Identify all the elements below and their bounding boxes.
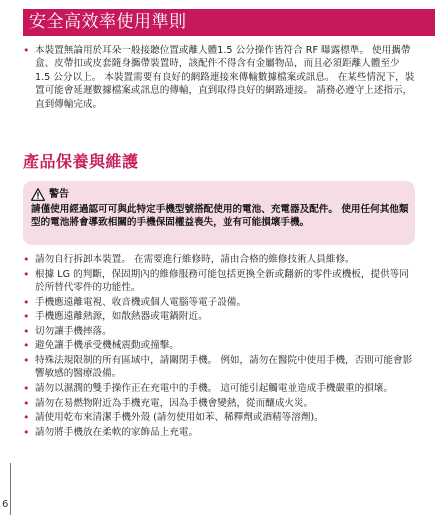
list-item: [23, 44, 415, 111]
warning-text: 請僅使用經過認可可與此特定手機型號搭配使用的電池、充電器及配件。 使用任何其他類型的電池將會導致相關的手機保固權益喪失，並有可能損壞手機。: [31, 204, 409, 228]
bullet-icon: •: [23, 324, 30, 338]
bullet-icon: •: [23, 267, 30, 281]
care-list: [23, 253, 415, 440]
list-item-text: 請使用乾布來清潔手機外殼 (請勿使用如苯、稀釋劑或酒精等溶劑)。: [35, 412, 324, 424]
list-item-text: 請勿在易燃物附近為手機充電，因為手機會變熱，從而釀成火災。: [35, 397, 314, 409]
bullet-icon: •: [23, 295, 30, 309]
bullet-icon: •: [23, 44, 30, 57]
bullet-icon: •: [23, 381, 30, 395]
list-item: [23, 310, 415, 323]
page-title: 安全高效率使用準則: [29, 12, 187, 32]
list-item-text: 切勿讓手機摔落。: [35, 325, 112, 337]
warning-triangle-icon: [31, 188, 45, 201]
list-item: [23, 339, 415, 352]
list-item-text: 本裝置無論用於耳朵一般接聽位置或離人體1.5 公分操作皆符合 RF 曝露標準。 使用攜帶盒、皮帶扣或皮套隨身攜帶裝置時，該配件不得含有金屬物品，而且必須距離人體至少 1.5 公分以上。 本裝置需要有良好的網路連接來傳輸數據檔案或訊息。 在某些情況下，裝置可能會延遲數據檔案或訊息的傳輸，直到取得良好的網路連接。 請務必遵守上述指示，直到傳輸完成。: [35, 45, 415, 110]
list-item: [23, 253, 415, 266]
bullet-icon: •: [23, 353, 30, 367]
bullet-icon: •: [23, 339, 30, 353]
list-item: [23, 296, 415, 309]
list-item: [23, 382, 415, 395]
list-item: [23, 397, 415, 410]
list-item-text: 根據 LG 的判斷，保固期內的維修服務可能包括更換全新或翻新的零件或機板，提供等同於所替代零件的功能性。: [35, 268, 409, 293]
list-item: [23, 426, 415, 439]
margin-rule: [10, 463, 11, 515]
warning-box: [23, 181, 415, 245]
section-title: 產品保養與維護: [23, 152, 139, 171]
list-item-text: 請勿以濕潤的雙手操作正在充電中的手機。 這可能引起觸電並造成手機嚴重的損壞。: [35, 382, 394, 394]
list-item-text: 請勿自行拆卸本裝置。 在需要進行維修時，請由合格的維修技術人員維修。: [35, 254, 355, 265]
bullet-icon: •: [23, 411, 30, 425]
page-number: 6: [2, 499, 9, 510]
list-item-text: 請勿將手機放在柔軟的家飾品上充電。: [35, 426, 199, 438]
bullet-icon: •: [23, 425, 30, 439]
bullet-icon: •: [23, 310, 30, 324]
warning-title: 警告: [49, 188, 69, 200]
bullet-icon: •: [23, 253, 30, 266]
list-item-text: 避免讓手機承受機械震動或撞擊。: [35, 340, 179, 352]
list-item: [23, 325, 415, 338]
list-item: [23, 268, 415, 295]
warning-header: [31, 187, 69, 201]
list-item-text: 特殊法規限制的所有區域中，請關閉手機。 例如，請勿在醫院中使用手機，否則可能會影響敏感的醫療設備。: [35, 354, 413, 380]
bullet-icon: •: [23, 396, 30, 410]
list-item: [23, 411, 415, 424]
list-item: [23, 354, 415, 381]
list-item-text: 手機應遠離熱源，如散熱器或電鍋附近。: [35, 311, 208, 323]
list-item-text: 手機應遠離電視、收音機或個人電腦等電子設備。: [35, 296, 247, 308]
intro-list: [23, 44, 415, 111]
